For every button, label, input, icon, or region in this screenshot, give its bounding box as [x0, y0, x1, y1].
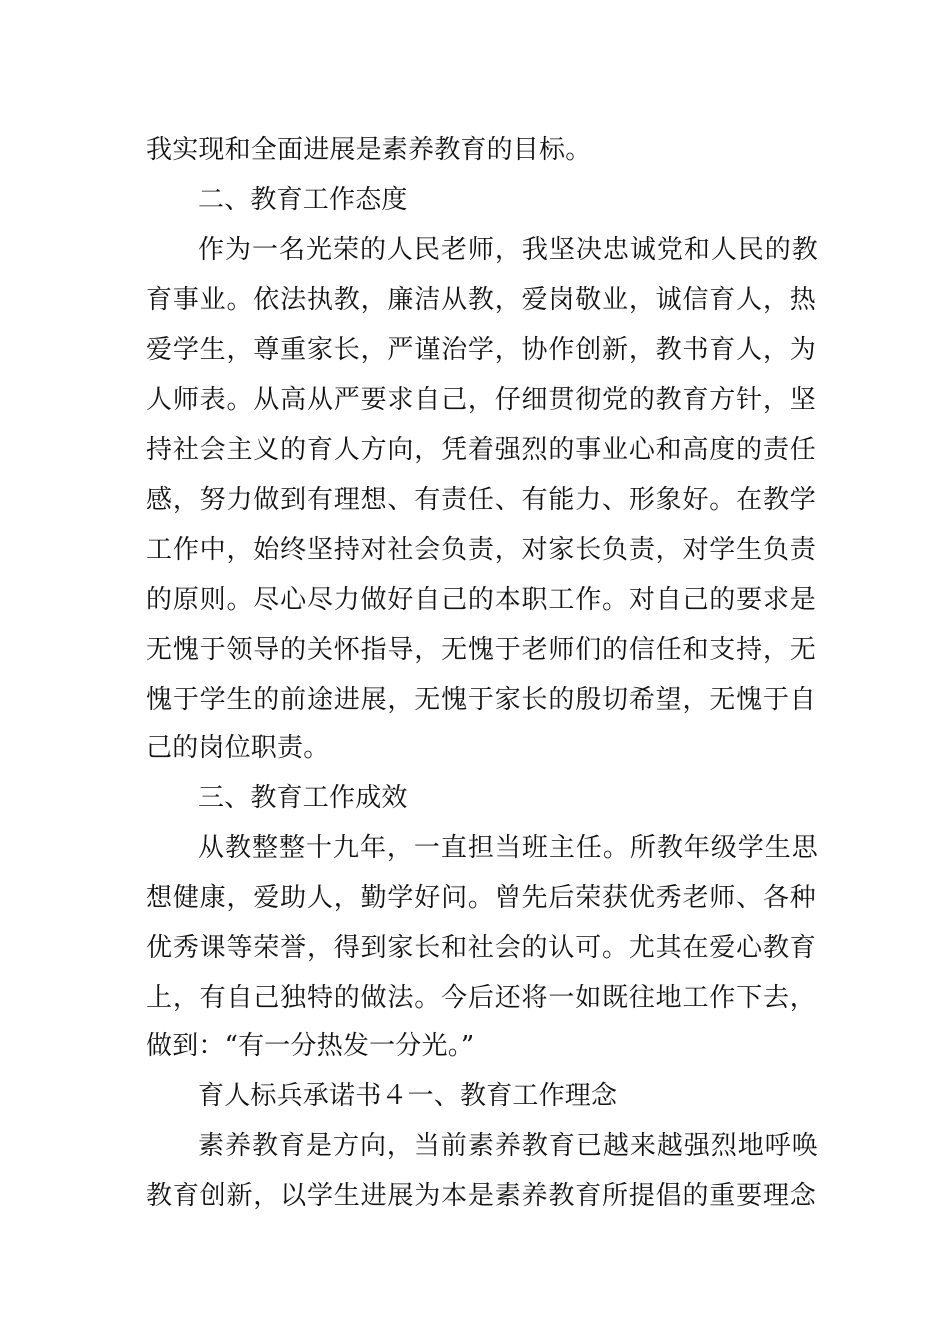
paragraph-line: 上，有自己独特的做法。今后还将一如既往地工作下去， [146, 983, 816, 1013]
paragraph-line: 育事业。依法执教，廉洁从教，爱岗敬业，诚信育人，热 [146, 285, 816, 315]
paragraph-line: 人师表。从高从严要求自己，仔细贯彻党的教育方针，坚 [146, 385, 816, 415]
paragraph-line: 持社会主义的育人方向，凭着强烈的事业心和高度的责任 [146, 435, 816, 465]
section-heading: 三、教育工作成效 [198, 783, 408, 813]
paragraph-line: 无愧于领导的关怀指导，无愧于老师们的信任和支持，无 [146, 635, 816, 665]
paragraph-line: 感，努力做到有理想、有责任、有能力、形象好。在教学 [146, 485, 816, 515]
paragraph-line: 作为一名光荣的人民老师，我坚决忠诚党和人民的教 [198, 235, 818, 265]
paragraph-line: 从教整整十九年，一直担当班主任。所教年级学生思 [198, 833, 818, 863]
paragraph-line: 优秀课等荣誉，得到家长和社会的认可。尤其在爱心教育 [146, 933, 816, 963]
paragraph-line: 想健康，爱助人，勤学好问。曾先后荣获优秀老师、各种 [146, 883, 816, 913]
section-heading: 二、教育工作态度 [198, 185, 408, 215]
paragraph-line: 我实现和全面进展是素养教育的目标。 [146, 135, 592, 165]
paragraph-line: 做到：“有一分热发一分光。” [146, 1031, 475, 1061]
paragraph-line: 教育创新，以学生进展为本是素养教育所提倡的重要理念 [146, 1181, 816, 1211]
section-heading: 育人标兵承诺书４一、教育工作理念 [198, 1081, 618, 1111]
paragraph-line: 愧于学生的前途进展，无愧于家长的殷切希望，无愧于自 [146, 685, 816, 715]
paragraph-line: 爱学生，尊重家长，严谨治学，协作创新，教书育人，为 [146, 335, 816, 365]
paragraph-line: 素养教育是方向，当前素养教育已越来越强烈地呼唤 [198, 1131, 818, 1161]
paragraph-line: 己的岗位职责。 [146, 733, 330, 763]
paragraph-line: 的原则。尽心尽力做好自己的本职工作。对自己的要求是 [146, 585, 816, 615]
paragraph-line: 工作中，始终坚持对社会负责，对家长负责，对学生负责 [146, 535, 816, 565]
